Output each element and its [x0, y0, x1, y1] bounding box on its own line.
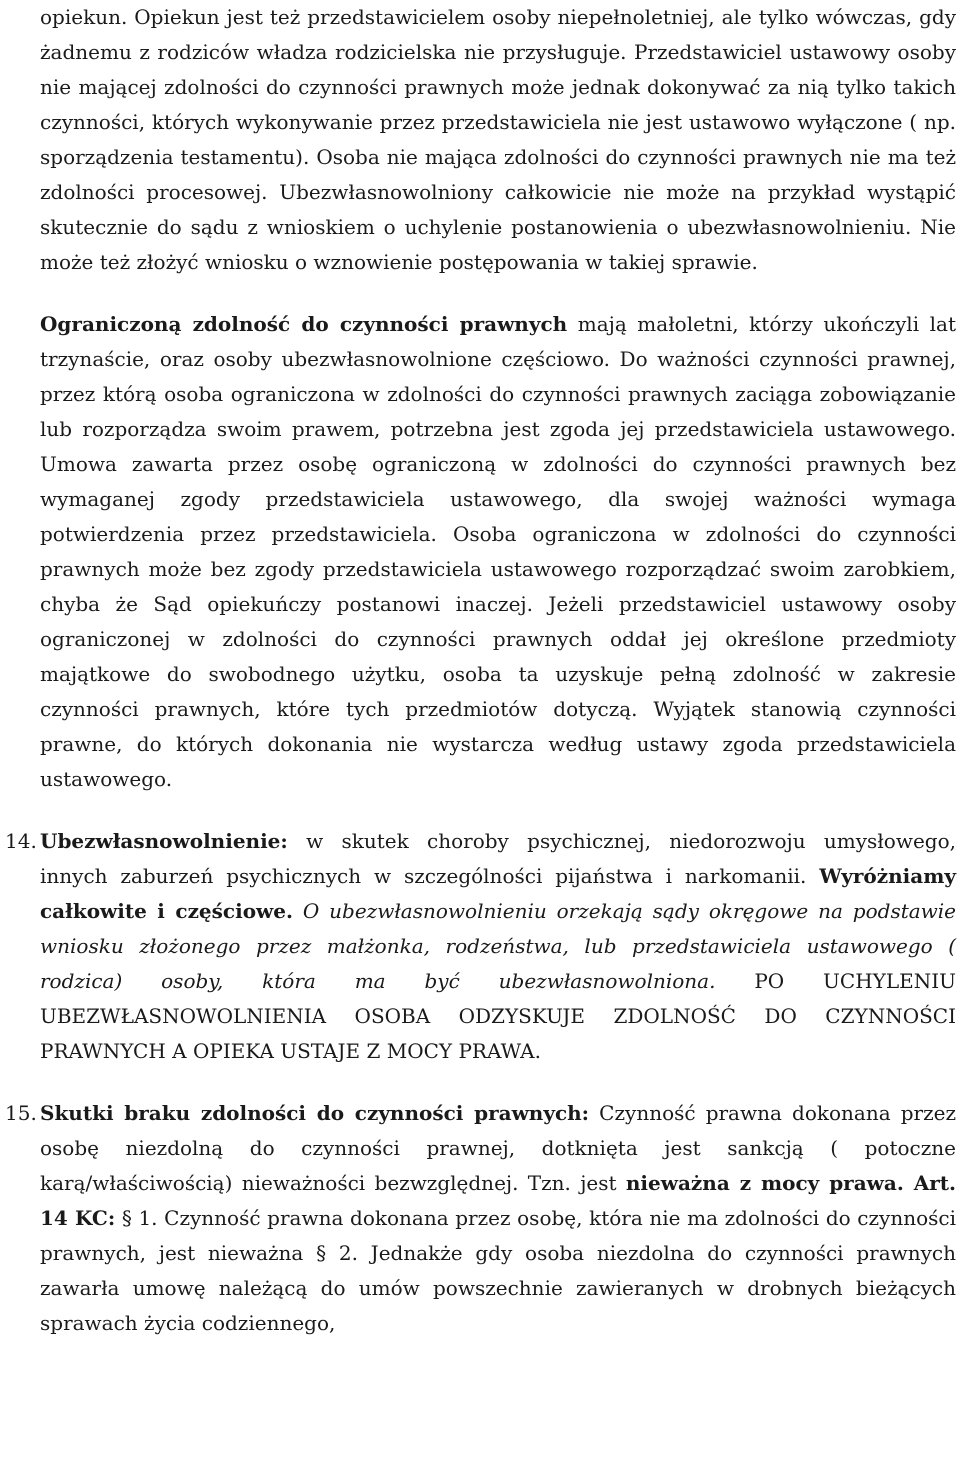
item-14-courts: O ubezwłasnowolnieniu orzekają sądy okręgowe na podstawie wniosku złożonego przez małżonka, rodzeństwa, lub przedstawiciela ustawowego ( rodzica) osoby, która ma być ubezwłasnowolniona.	[40, 899, 957, 993]
item-14-types: Wyróżniamy całkowite i częściowe.	[40, 864, 956, 923]
paragraph-spacer	[40, 1069, 956, 1096]
paragraph-limited-capacity	[40, 307, 956, 797]
item-15-text	[40, 1096, 956, 1341]
term-effects-of-incapacity: Skutki braku zdolności do czynności prawnych:	[40, 1101, 590, 1125]
paragraph-spacer	[40, 797, 956, 824]
item-15-sanction: Czynność prawna dokonana przez osobę niezdolną do czynności prawnej, dotknięta jest sankcją ( potoczne karą/właściwością) nieważności bezwzględnej. Tzn. jest	[40, 1101, 957, 1195]
item-15-article-14: § 1. Czynność prawna dokonana przez osobę, która nie ma zdolności do czynności prawnych, jest nieważna § 2. Jednakże gdy osoba niezdolna do czynności prawnych zawarła umowę należącą do umów powszechnie zawieranych w drobnych bieżących sprawach życia codziennego,	[40, 1206, 956, 1335]
list-item-14	[5, 824, 957, 1069]
item-14-revocation: PO UCHYLENIU UBEZWŁASNOWOLNIENIA OSOBA ODZYSKUJE ZDOLNOŚĆ DO CZYNNOŚCI PRAWNYCH A OPIEKA USTAJE Z MOCY PRAWA.	[40, 969, 956, 1063]
item-15-null-by-law: nieważna z mocy prawa. Art. 14 KC:	[40, 1171, 956, 1230]
term-incapacitation: Ubezwłasnowolnienie:	[40, 829, 288, 853]
list-number-15: 15.	[5, 1101, 37, 1125]
list-item-15	[5, 1096, 957, 1341]
paragraph-legal-representative: opiekun. Opiekun jest też przedstawicielem osoby niepełnoletniej, ale tylko wówczas, gdy żadnemu z rodziców władza rodzicielska nie przysługuje. Przedstawiciel ustawowy osoby nie mającej zdolności do czynności prawnych może jednak dokonywać za nią tylko takich czynności, których wykonywanie przez przedstawiciela nie jest ustawowo wyłączone ( np. sporządzenia testamentu). Osoba nie mająca zdolności do czynności prawnych nie ma też zdolności procesowej. Ubezwłasnowolniony całkowicie nie może na przykład wystąpić skutecznie do sądu z wnioskiem o uchylenie postanowienia o ubezwłasnowolnieniu. Nie może też złożyć wniosku o wznowienie postępowania w takiej sprawie.	[40, 5, 956, 274]
paragraph-limited-capacity-text: mają małoletni, którzy ukończyli lat trzynaście, oraz osoby ubezwłasnowolnione częściowo. Do ważności czynności prawnej, przez którą osoba ograniczona w zdolności do czynności prawnych zaciąga zobowiązanie lub rozporządza swoim prawem, potrzebna jest zgoda jej przedstawiciela ustawowego. Umowa zawarta przez osobę ograniczoną w zdolności do czynności prawnych bez wymaganej zgody przedstawiciela ustawowego, dla swojej ważności wymaga potwierdzenia przez przedstawiciela. Osoba ograniczona w zdolności do czynności prawnych może bez zgody przedstawiciela ustawowego rozporządzać swoim zarobkiem, chyba że Sąd opiekuńczy postanowi inaczej. Jeżeli przedstawiciel ustawowy osoby ograniczonej w zdolności do czynności prawnych oddał jej określone przedmioty majątkowe do swobodnego użytku, osoba ta uzyskuje pełną zdolność w zakresie czynności prawnych, które tych przedmiotów dotyczą. Wyjątek stanowią czynności prawne, do których dokonania nie wystarcza według ustawy zgoda przedstawiciela ustawowego.	[40, 312, 956, 791]
item-14-text	[40, 824, 956, 1069]
list-number-14: 14.	[5, 829, 37, 853]
item-14-causes: w skutek choroby psychicznej, niedorozwoju umysłowego, innych zaburzeń psychicznych w szczególności pijaństwa i narkomanii.	[40, 829, 956, 888]
paragraph-spacer	[40, 280, 956, 307]
term-limited-capacity: Ograniczoną zdolność do czynności prawnych	[40, 312, 568, 336]
document-page	[5, 0, 957, 1341]
